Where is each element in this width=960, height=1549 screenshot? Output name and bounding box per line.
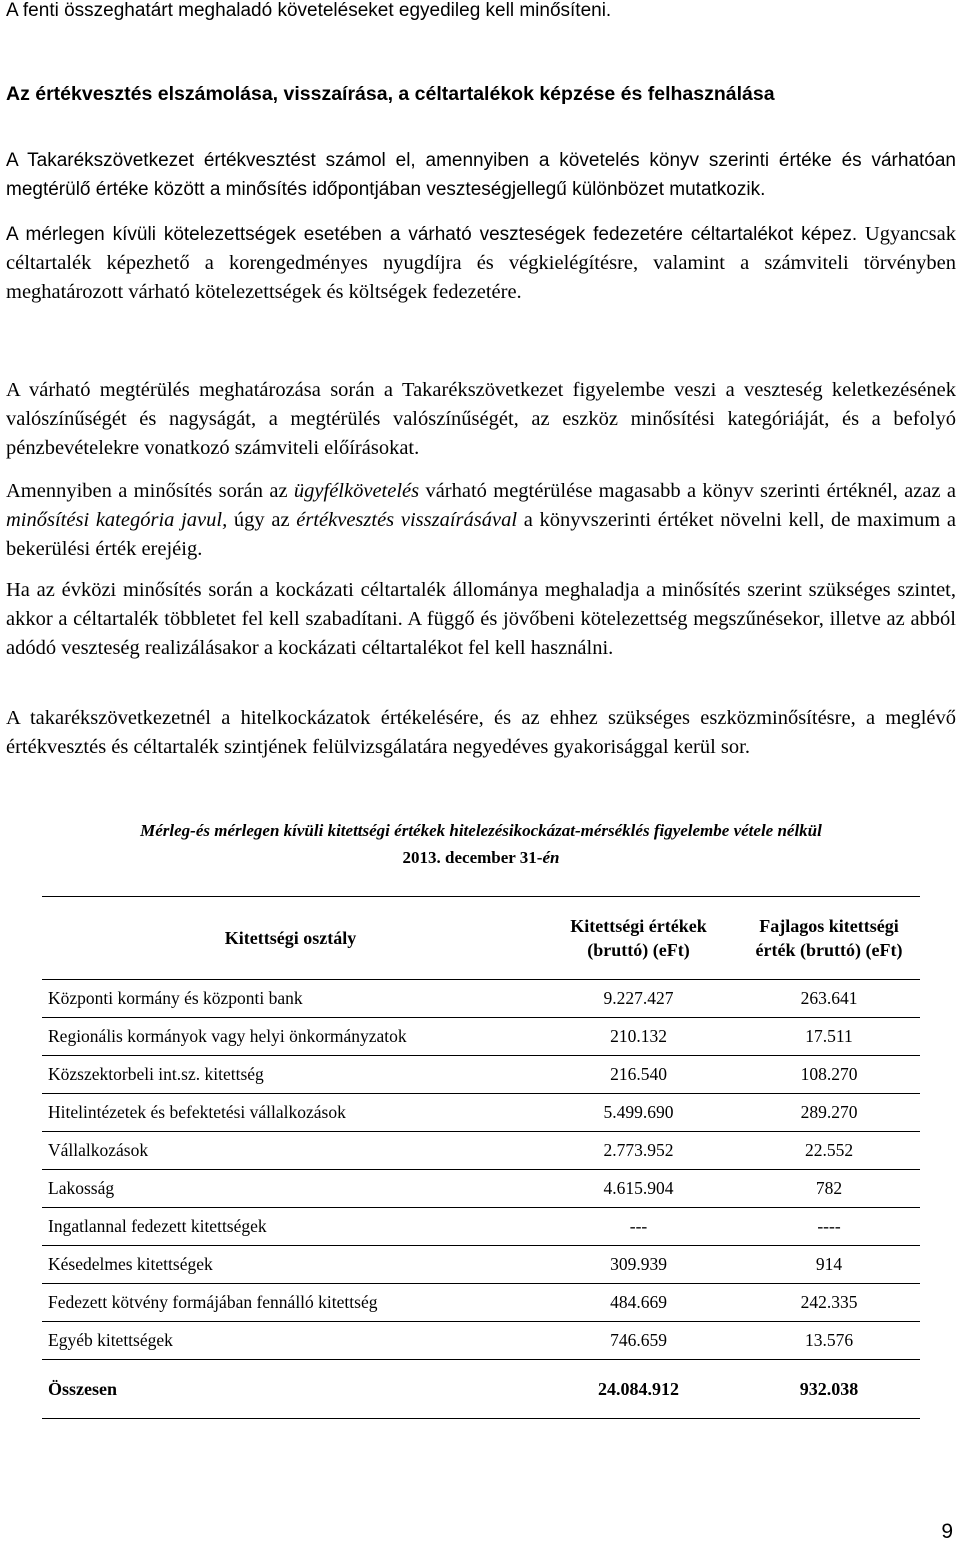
paragraph-3: A várható megtérülés meghatározása során a Takarékszövetkezet figyelembe veszi a veszteség keletkezésének valószínűségét és nagyságát, a megtérülés valószínűségét, az eszköz minősítési kategóriáját, és a befolyó pénzbevételekre vonatkozó számviteli előírásokat. <box>6 379 956 459</box>
para4-text-1: Amennyiben a minősítés során az <box>6 480 294 502</box>
cell-specific-exposure: 289.270 <box>738 1094 920 1132</box>
paragraph-5: Ha az évközi minősítés során a kockázati céltartalék állománya meghaladja a minősítés szerint szükséges szintet, akkor a céltartalék többletet fel kell szabadítani. A függő és jövőbeni kötelezettség megszűnésekor, illetve az abból adódó veszteség realizálásakor a kockázati céltartalékot fel kell használni. <box>6 579 956 659</box>
cell-exposure-value: 2.773.952 <box>539 1132 738 1170</box>
table-row <box>42 1170 920 1208</box>
total-exposure-value: 24.084.912 <box>539 1360 738 1419</box>
cell-specific-exposure: 22.552 <box>738 1132 920 1170</box>
header-specific-exposure: Fajlagos kitettségi érték (bruttó) (eFt) <box>755 916 903 960</box>
total-specific-exposure: 932.038 <box>738 1360 920 1419</box>
cell-specific-exposure: 914 <box>738 1246 920 1284</box>
cell-exposure-class: Lakosság <box>42 1170 539 1208</box>
cell-specific-exposure: 263.641 <box>738 980 920 1018</box>
paragraph-6: A takarékszövetkezetnél a hitelkockázatok értékelésére, és az ehhez szükséges eszközminősítésre, a meglévő értékvesztés és céltartalék szintjének felülvizsgálatára negyedéves gyakorisággal kerül sor. <box>6 707 956 758</box>
cell-exposure-class: Közszektorbeli int.sz. kitettség <box>42 1056 539 1094</box>
cell-exposure-class: Hitelintézetek és befektetési vállalkozások <box>42 1094 539 1132</box>
cell-specific-exposure: 242.335 <box>738 1284 920 1322</box>
intro-line: A fenti összeghatárt meghaladó követeléseket egyedileg kell minősíteni. <box>6 0 612 21</box>
cell-specific-exposure: 17.511 <box>738 1018 920 1056</box>
table-row <box>42 1094 920 1132</box>
paragraph-4 <box>6 477 956 564</box>
cell-exposure-class: Vállalkozások <box>42 1132 539 1170</box>
cell-specific-exposure: 13.576 <box>738 1322 920 1360</box>
table-caption-suffix: én <box>542 848 560 867</box>
cell-exposure-value: 4.615.904 <box>539 1170 738 1208</box>
cell-specific-exposure: 108.270 <box>738 1056 920 1094</box>
header-exposure-value: Kitettségi értékek (bruttó) (eFt) <box>570 916 707 960</box>
cell-exposure-value: 746.659 <box>539 1322 738 1360</box>
cell-exposure-class: Központi kormány és központi bank <box>42 980 539 1018</box>
paragraph-2 <box>6 220 956 307</box>
cell-specific-exposure: ---- <box>738 1208 920 1246</box>
para4-italic-1: ügyfélkövetelés <box>293 480 420 502</box>
paragraph-2b: Ugyancsak céltartalék képezhető a korengedményes nyugdíjra és végkielégítésre, valamint a számviteli törvényben meghatározott várható kötelezettségek és költségek fedezetére. <box>6 223 956 303</box>
cell-exposure-value: 9.227.427 <box>539 980 738 1018</box>
exposure-table <box>42 896 920 1419</box>
cell-exposure-class: Fedezett kötvény formájában fennálló kitettség <box>42 1284 539 1322</box>
page-number: 9 <box>941 1520 953 1543</box>
table-row <box>42 1018 920 1056</box>
cell-exposure-class: Késedelmes kitettségek <box>42 1246 539 1284</box>
para4-text-4: a könyvszerinti értéket növelni kell, de maximum a bekerülési érték erejéig. <box>6 509 956 560</box>
cell-exposure-value: 210.132 <box>539 1018 738 1056</box>
table-caption-line1: Mérleg-és mérlegen kívüli kitettségi értékek hitelezésikockázat-mérséklés figyelembe vétele nélkül <box>140 821 822 840</box>
cell-exposure-value: --- <box>539 1208 738 1246</box>
table-row <box>42 1056 920 1094</box>
table-caption-date: 2013. december 31- <box>402 848 543 867</box>
section-title: Az értékvesztés elszámolása, visszaírása, a céltartalékok képzése és felhasználása <box>6 83 775 105</box>
total-label: Összesen <box>42 1360 539 1419</box>
table-row <box>42 1284 920 1322</box>
cell-exposure-class: Regionális kormányok vagy helyi önkormányzatok <box>42 1018 539 1056</box>
table-row <box>42 1246 920 1284</box>
table-row <box>42 1132 920 1170</box>
cell-exposure-value: 216.540 <box>539 1056 738 1094</box>
cell-exposure-value: 484.669 <box>539 1284 738 1322</box>
para4-italic-3: értékvesztés visszaírásával <box>296 509 518 531</box>
para4-italic-2: minősítési kategória javul, <box>6 509 228 531</box>
table-caption <box>6 817 956 871</box>
para4-text-2: várható megtérülése magasabb a könyv szerinti értéknél, azaz a <box>419 480 956 502</box>
para4-text-3: úgy az <box>227 509 297 531</box>
table-row <box>42 980 920 1018</box>
table-total-row <box>42 1360 920 1419</box>
paragraph-2a: A mérlegen kívüli kötelezettségek esetében a várható veszteségek fedezetére céltartalékot képez. <box>6 224 858 245</box>
header-exposure-class: Kitettségi osztály <box>224 928 357 948</box>
table-row <box>42 1208 920 1246</box>
table-row <box>42 1322 920 1360</box>
cell-exposure-value: 309.939 <box>539 1246 738 1284</box>
table-header-row <box>42 897 920 980</box>
cell-specific-exposure: 782 <box>738 1170 920 1208</box>
table-body <box>42 980 920 1360</box>
paragraph-1: A Takarékszövetkezet értékvesztést számol el, amennyiben a követelés könyv szerinti értéke és várhatóan megtérülő értéke között a minősítés időpontjában veszteségjellegű különbözet mutatkozik. <box>6 150 956 200</box>
cell-exposure-class: Ingatlannal fedezett kitettségek <box>42 1208 539 1246</box>
cell-exposure-value: 5.499.690 <box>539 1094 738 1132</box>
cell-exposure-class: Egyéb kitettségek <box>42 1322 539 1360</box>
